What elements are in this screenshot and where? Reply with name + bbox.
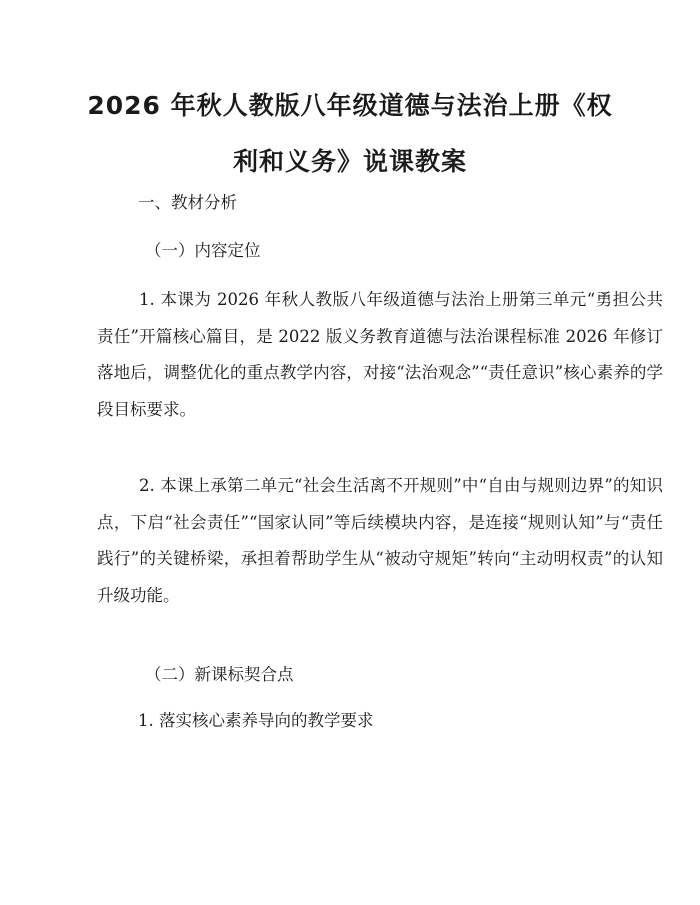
subsection-heading-content-positioning: （一）内容定位 <box>145 241 261 260</box>
document-title-line-2: 利和义务》说课教案 <box>232 147 467 176</box>
document-title-line-1: 2026 年秋人教版八年级道德与法治上册《权 <box>87 91 613 120</box>
point-heading-core-literacy: 1. 落实核心素养导向的教学要求 <box>138 711 374 730</box>
paragraph-2: 2. 本课上承第二单元“社会生活离不开规则”中“自由与规则边界”的知识点，下启“社会责任”“国家认同”等后续模块内容，是连接“规则认知”与“责任践行”的关键桥梁，承担着帮助学生从“被动守规矩”转向“主动明权责”的认知升级功能。 <box>97 476 663 605</box>
section-heading-textbook-analysis: 一、教材分析 <box>138 193 237 212</box>
subsection-heading-curriculum-alignment: （二）新课标契合点 <box>145 665 294 684</box>
paragraph-1: 1. 本课为 2026 年秋人教版八年级道德与法治上册第三单元“勇担公共责任”开篇核心篇目，是 2022 版义务教育道德与法治课程标准 2026 年修订落地后，调整优化的重点教学内容，对接“法治观念”“责任意识”核心素养的学段目标要求。 <box>97 290 663 419</box>
